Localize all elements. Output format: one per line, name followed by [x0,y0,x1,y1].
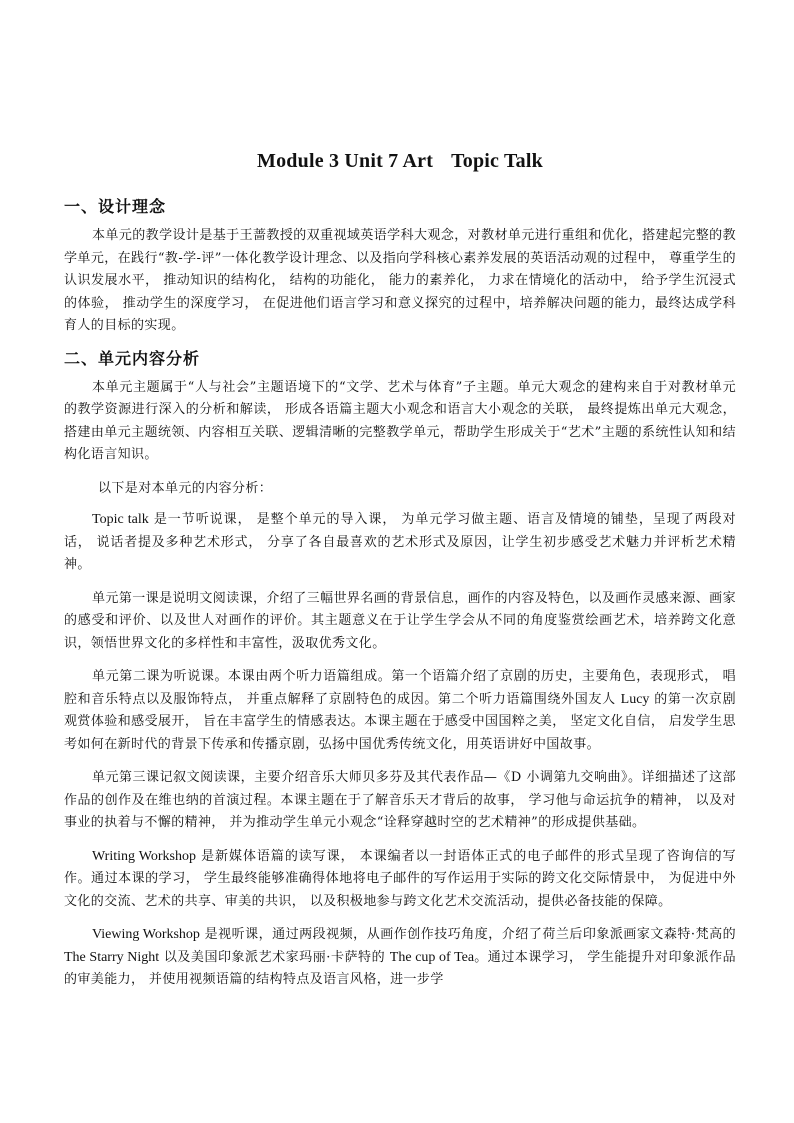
document-title [64,150,736,173]
viewing-workshop-text-b: 以及美国印象派艺术家玛丽·卡萨特的 [159,949,390,965]
design-concept-paragraph: 本单元的教学设计是基于王蔷教授的双重视域英语学科大观念，对教材单元进行重组和优化，搭建起完整的教学单元，在践行“教-学-评”一体化教学设计理念、以及指向学科核心素养发展的英语活动观的过程中， 尊重学生的认识发展水平， 推动知识的结构化， 结构的功能化， 能力的素养化， 力求在情境化的活动中， 给予学生沉浸式的体验， 推动学生的深度学习， 在促进他们语言学习和意义探究的过程中，培养解决问题的能力，最终达成学科育人的目标的实现。 [64,228,736,333]
title-main: Module 3 Unit 7 Art [257,150,434,172]
analysis-intro-line: 以下是对本单元的内容分析： [98,480,273,496]
topic-talk-paragraph [64,509,736,577]
artwork-starry-night: The Starry Night [64,949,160,965]
lesson2-paragraph [64,666,736,756]
lesson2-text-b: 的第一次京剧观赏体验和感受展开， 旨在丰富学生的情感表达。本课主题在于感受中国国粹之美， 坚定文化自信， 启发学生思考如何在新时代的背景下传承和传播京剧，弘扬中国优秀传统文化，用英语讲好中国故事。 [64,691,736,752]
lesson2-name-lucy: Lucy [620,691,650,707]
topic-talk-text: 是一节听说课， 是整个单元的导入课， 为单元学习做主题、语言及情境的铺垫，呈现了两段对话， 说话者提及多种艺术形式， 分享了各自最喜欢的艺术形式及原因，让学生初步感受艺术魅力并评析艺术精神。 [64,512,737,572]
lesson1-paragraph: 单元第一课是说明文阅读课，介绍了三幅世界名画的背景信息，画作的内容及特色，以及画作灵感来源、画家的感受和评价、以及世人对画作的评价。其主题意义在于让学生学会从不同的角度鉴赏绘画艺术，培养跨文化意识，领悟世界文化的多样性和丰富性，汲取优秀文化。 [64,590,736,651]
lesson3-paragraph: 单元第三课记叙文阅读课，主要介绍音乐大师贝多芬及其代表作品—《D 小调第九交响曲》。详细描述了这部作品的创作及在维也纳的首演过程。本课主题在于了解音乐天才背后的故事， 学习他与命运抗争的精神， 以及对事业的执着与不懈的精神， 并为推动学生单元小观念“诠释穿越时空的艺术精神”的形成提供基础。 [64,770,736,830]
section-heading-design-concept: 一、设计理念 [64,197,167,216]
writing-workshop-text: 是新媒体语篇的读写课， 本课编者以一封语体正式的电子邮件的形式呈现了咨询信的写作。通过本课的学习， 学生最终能够准确得体地将电子邮件的写作运用于实际的跨文化交际情景中， 为促进中外文化的交流、艺术的共享、审美的共识， 以及积极地参与跨文化艺术交流活动，提供必备技能的保障。 [64,848,737,909]
viewing-workshop-text-c: 。通过本课学习， 学生能提升对印象派作品的审美能力， 并使用视频语篇的结构特点及语言风格，进一步学 [64,949,737,987]
section-heading-content-analysis: 二、单元内容分析 [64,348,201,368]
viewing-workshop-term: Viewing Workshop [92,927,200,942]
lesson2-text-a: 单元第二课为听说课。本课由两个听力语篇组成。第一个语篇介绍了京剧的历史，主要角色，表现形式， 唱腔和音乐特点以及服饰特点， 并重点解释了京剧特色的成因。第二个听力语篇围绕外国友人 [64,669,736,707]
topic-talk-term: Topic talk [92,512,149,527]
document-page [64,150,736,1003]
title-topic: Topic Talk [451,150,543,172]
writing-workshop-paragraph [64,846,736,914]
viewing-workshop-text-a: 是视听课，通过两段视频，从画作创作技巧角度，介绍了荷兰后印象派画家文森特·梵高的 [199,927,736,942]
unit-theme-paragraph: 本单元主题属于“人与社会”主题语境下的“文学、艺术与体育”子主题。单元大观念的建构来自于对教材单元的教学资源进行深入的分析和解读， 形成各语篇主题大小观念和语言大小观念的关联， 最终提炼出单元大观念， 搭建由单元主题统领、内容相互关联、逻辑清晰的完整教学单元，帮助学生形成关于“艺术”主题的系统性认知和结构化语言知识。 [64,379,736,462]
viewing-workshop-paragraph [64,924,736,992]
artwork-cup-of-tea: The cup of Tea [389,949,475,965]
writing-workshop-term: Writing Workshop [92,848,196,864]
